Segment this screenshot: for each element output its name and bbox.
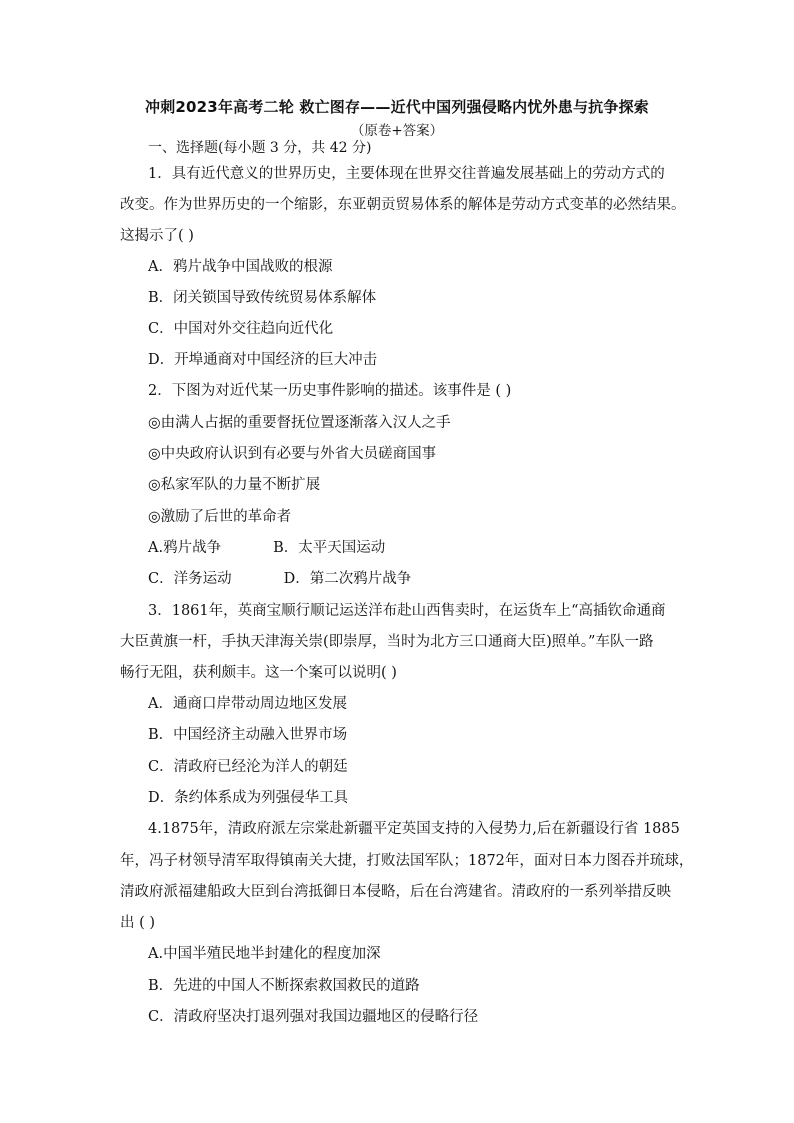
document-subtitle: （原卷+答案） <box>350 123 444 139</box>
q1-option-c: C．中国对外交往趋向近代化 <box>148 321 334 337</box>
q2-option-d: D．第二次鸦片战争 <box>283 571 412 587</box>
q2-option-b: B．太平天国运动 <box>273 540 386 556</box>
document-title: 冲刺2023年高考二轮 救亡图存——近代中国列强侵略内忧外患与抗争探索 <box>145 98 649 116</box>
q3-stem-line2: 大臣黄旗一杆，手执天津海关崇(即崇厚，当时为北方三口通商大臣)照单。”车队一路 <box>120 634 654 650</box>
q2-stem-line1: 2．下图为对近代某一历史事件影响的描述。该事件是 ( ) <box>148 383 512 399</box>
q2-item-2: ◎中央政府认识到有必要与外省大员磋商国事 <box>148 446 437 462</box>
q2-item-1: ◎由满人占据的重要督抚位置逐渐落入汉人之手 <box>148 415 451 431</box>
q1-option-d: D．开埠通商对中国经济的巨大冲击 <box>148 352 378 368</box>
q2-options-ab <box>148 538 385 558</box>
q4-stem-line3: 清政府派福建船政大臣到台湾抵御日本侵略，后在台湾建省。清政府的一系列举措反映 <box>120 884 671 900</box>
q3-option-d: D．条约体系成为列强侵华工具 <box>148 790 349 806</box>
q2-item-4: ◎激励了后世的革命者 <box>148 509 292 525</box>
q1-option-b: B．闭关锁国导致传统贸易体系解体 <box>148 290 377 306</box>
q4-stem-line1: 4.1875年，清政府派左宗棠赴新疆平定英国支持的入侵势力,后在新疆设行省 1885 <box>148 821 680 837</box>
q4-stem-line2: 年，冯子材领导清军取得镇南关大捷，打败法国军队；1872年，面对日本力图吞并琉球， <box>120 853 694 869</box>
q1-stem-line3: 这揭示了( ) <box>120 228 194 244</box>
q1-option-a: A．鸦片战争中国战败的根源 <box>148 259 333 275</box>
q4-option-b: B．先进的中国人不断探索救国救民的道路 <box>148 978 420 994</box>
section-heading: 一、选择题(每小题 3 分，共 42 分) <box>148 140 372 156</box>
q1-stem-line1: 1．具有近代意义的世界历史，主要体现在世界交往普遍发展基础上的劳动方式的 <box>148 166 665 182</box>
q2-item-3: ◎私家军队的力量不断扩展 <box>148 477 321 493</box>
q3-stem-line3: 畅行无阻，获利颇丰。这一个案可以说明( ) <box>120 665 397 681</box>
q4-stem-line4: 出 ( ) <box>120 915 156 931</box>
q1-stem-line2: 改变。作为世界历史的一个缩影，东亚朝贡贸易体系的解体是劳动方式变革的必然结果。 <box>120 197 686 213</box>
q3-option-c: C．清政府已经沦为洋人的朝廷 <box>148 759 348 775</box>
q2-option-a: A.鸦片战争 <box>148 540 222 556</box>
q3-option-b: B．中国经济主动融入世界市场 <box>148 727 348 743</box>
q3-option-a: A．通商口岸带动周边地区发展 <box>148 696 347 712</box>
q2-options-cd <box>148 569 411 589</box>
q3-stem-line1: 3．1861年，英商宝顺行顺记运送洋布赴山西售卖时，在运货车上“高插钦命通商 <box>148 603 666 619</box>
q2-option-c: C．洋务运动 <box>148 571 232 587</box>
q4-option-c: C．清政府坚决打退列强对我国边疆地区的侵略行径 <box>148 1009 479 1025</box>
q4-option-a: A.中国半殖民地半封建化的程度加深 <box>148 946 381 962</box>
